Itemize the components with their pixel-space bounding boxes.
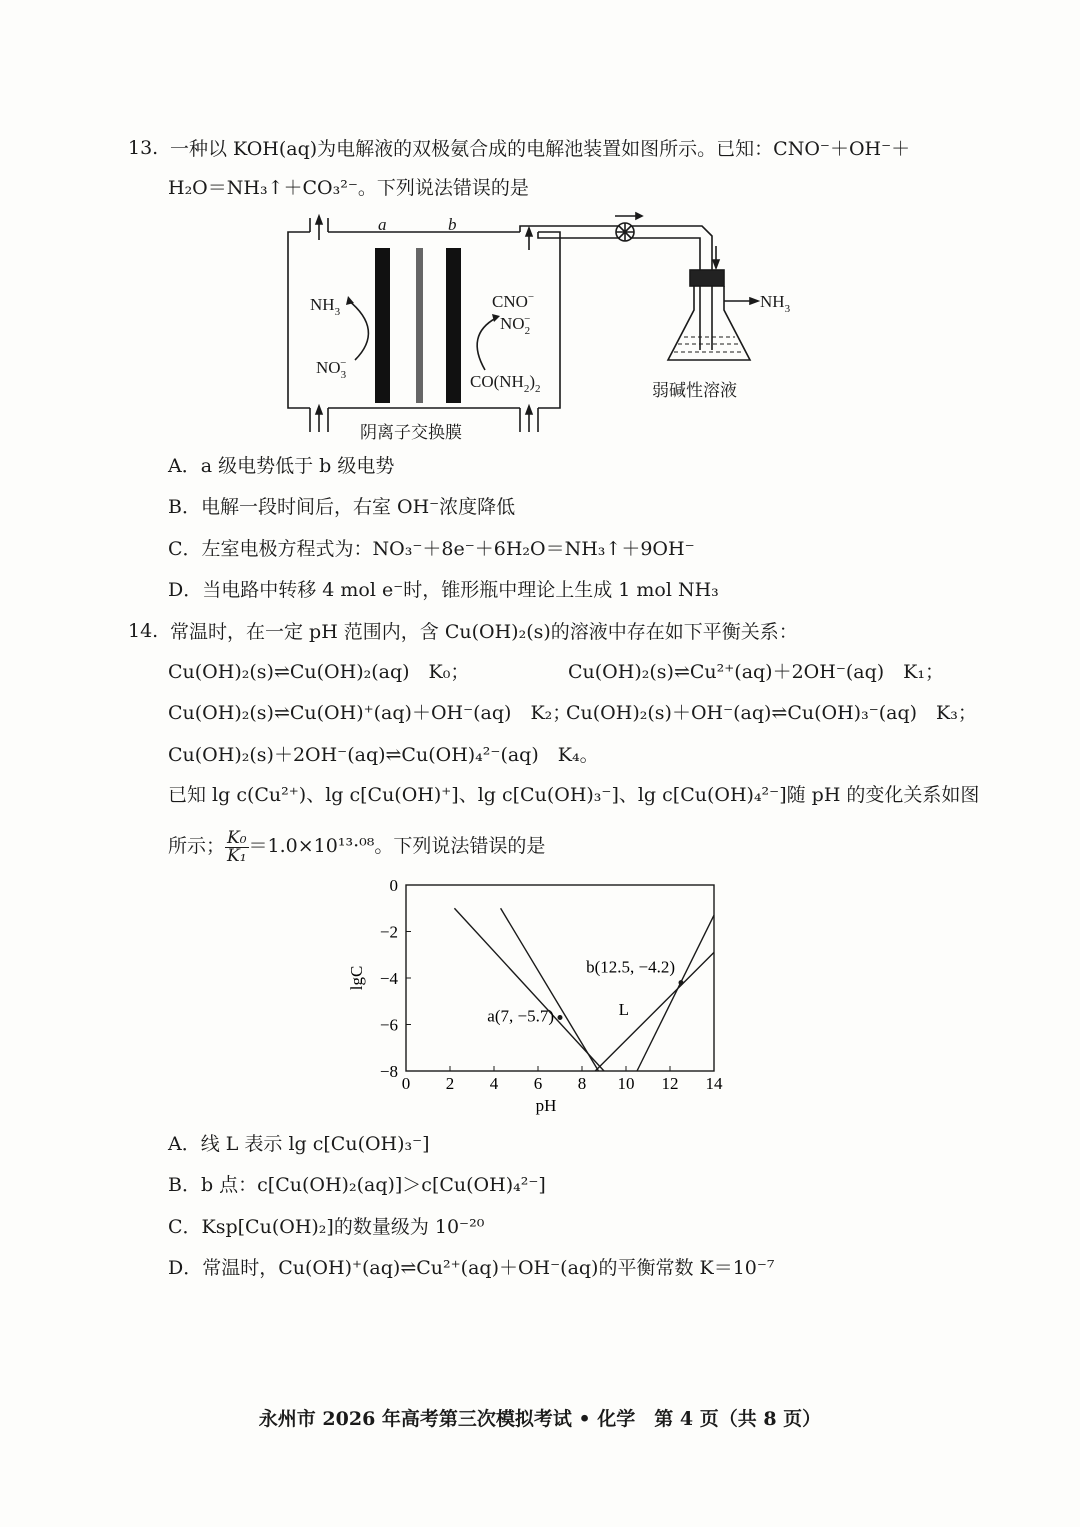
x-tick-label: 8: [577, 1074, 587, 1093]
data-point: [558, 1015, 563, 1020]
x-tick-label: 4: [489, 1074, 499, 1093]
q14-option-a: A．线 L 表示 lg c[Cu(OH)₃⁻]: [168, 1133, 430, 1155]
series-line: [454, 908, 604, 1071]
fraction-numerator: K₀: [227, 827, 247, 848]
x-tick-label: 2: [445, 1074, 455, 1093]
q14-known-line: 已知 lg c(Cu²⁺)、lg c[Cu(OH)⁺]、lg c[Cu(OH)₃⁻]、lg c[Cu(OH)₄²⁻]随 pH 的变化关系如图: [168, 784, 980, 806]
line-l-label: L: [618, 1000, 629, 1020]
label-b: b: [448, 215, 457, 234]
electrode-a: [375, 248, 390, 403]
q14-stem-line1: 常温时，在一定 pH 范围内，含 Cu(OH)₂(s)的溶液中存在如下平衡关系：: [170, 621, 798, 643]
y-tick-label: −8: [379, 1062, 398, 1081]
plot-frame: [406, 885, 714, 1071]
data-point: [679, 980, 684, 985]
q14-eq4: Cu(OH)₂(s)＋OH⁻(aq)⇌Cu(OH)₃⁻(aq) K₃；: [566, 702, 977, 724]
y-tick-label: −4: [379, 969, 398, 988]
cell-right-wall: [538, 232, 560, 408]
right-arrow: [477, 318, 496, 370]
point-label: b(12.5, −4.2): [586, 957, 675, 977]
q14-eq5: Cu(OH)₂(s)＋2OH⁻(aq)⇌Cu(OH)₄²⁻(aq) K₄。: [168, 744, 599, 766]
fraction-suffix: ＝1.0×10¹³·⁰⁸。下列说法错误的是: [248, 835, 546, 857]
lgc-ph-chart: [340, 875, 740, 1120]
x-tick-label: 0: [401, 1074, 411, 1093]
x-tick-label: 10: [617, 1074, 635, 1093]
q13-stem-line2: H₂O＝NH₃↑＋CO₃²⁻。下列说法错误的是: [168, 177, 529, 199]
y-tick-label: −2: [379, 922, 398, 942]
electrode-b: [446, 248, 461, 403]
series-line: [637, 915, 714, 1071]
cell-left-wall: [288, 232, 310, 408]
x-tick-label: 6: [533, 1074, 543, 1093]
flask-output: $NH_3$: [760, 292, 791, 315]
page-footer: 永州市 2026 年高考第三次模拟考试 • 化学 第 4 页（共 8 页）: [258, 1408, 822, 1430]
left-reactant: $NO_3-$: [316, 357, 347, 381]
x-tick-label: 12: [661, 1074, 679, 1093]
left-arrow: [348, 300, 368, 360]
q13-number: 13.: [128, 137, 159, 159]
flask-label: 弱碱性溶液: [652, 381, 737, 400]
membrane: [416, 248, 423, 403]
electrolysis-diagram: [280, 210, 810, 445]
q13-option-a: A．a 级电势低于 b 级电势: [168, 455, 395, 477]
point-label: a(7, −5.7): [487, 1006, 554, 1026]
left-product: $NH_3$: [310, 295, 341, 318]
q14-option-c: C．Ksp[Cu(OH)₂]的数量级为 10⁻²⁰: [168, 1216, 485, 1238]
q13-stem-line1: 一种以 KOH(aq)为电解液的双极氨合成的电解池装置如图所示。已知：CNO⁻＋OH⁻＋: [170, 138, 911, 160]
q14-eq1: Cu(OH)₂(s)⇌Cu(OH)₂(aq) K₀；: [168, 661, 470, 683]
q13-option-b: B．电解一段时间后，右室 OH⁻浓度降低: [168, 496, 516, 518]
q14-option-d: D．常温时，Cu(OH)⁺(aq)⇌Cu²⁺(aq)＋OH⁻(aq)的平衡常数 K＝10⁻⁷: [168, 1257, 775, 1279]
y-tick-label: −6: [379, 1015, 398, 1035]
q14-eq2: Cu(OH)₂(s)⇌Cu²⁺(aq)＋2OH⁻(aq) K₁；: [568, 661, 944, 683]
right-product-2: $NO_2-$: [500, 313, 531, 337]
y-axis-label: lgC: [347, 965, 366, 991]
membrane-label: 阴离子交换膜: [360, 423, 462, 442]
q14-number: 14.: [128, 620, 159, 642]
y-tick-label: 0: [389, 876, 398, 895]
q14-fraction-line: [168, 826, 545, 866]
fraction-prefix: 所示；: [168, 835, 226, 857]
series-line: [501, 908, 599, 1071]
label-a: a: [378, 215, 387, 234]
q14-option-b: B．b 点：c[Cu(OH)₂(aq)]＞c[Cu(OH)₄²⁻]: [168, 1174, 546, 1196]
q13-option-d: D．当电路中转移 4 mol e⁻时，锥形瓶中理论上生成 1 mol NH₃: [168, 579, 719, 601]
fraction-denominator: K₁: [227, 845, 247, 866]
x-tick-label: 14: [705, 1074, 723, 1093]
right-reactant: $CO(NH_2)_2$: [470, 372, 541, 395]
q13-option-c: C．左室电极方程式为：NO₃⁻＋8e⁻＋6H₂O＝NH₃↑＋9OH⁻: [168, 538, 695, 560]
right-product-1: CNO−: [492, 291, 535, 311]
q14-eq3: Cu(OH)₂(s)⇌Cu(OH)⁺(aq)＋OH⁻(aq) K₂；: [168, 702, 572, 724]
x-axis-label: pH: [535, 1096, 557, 1115]
